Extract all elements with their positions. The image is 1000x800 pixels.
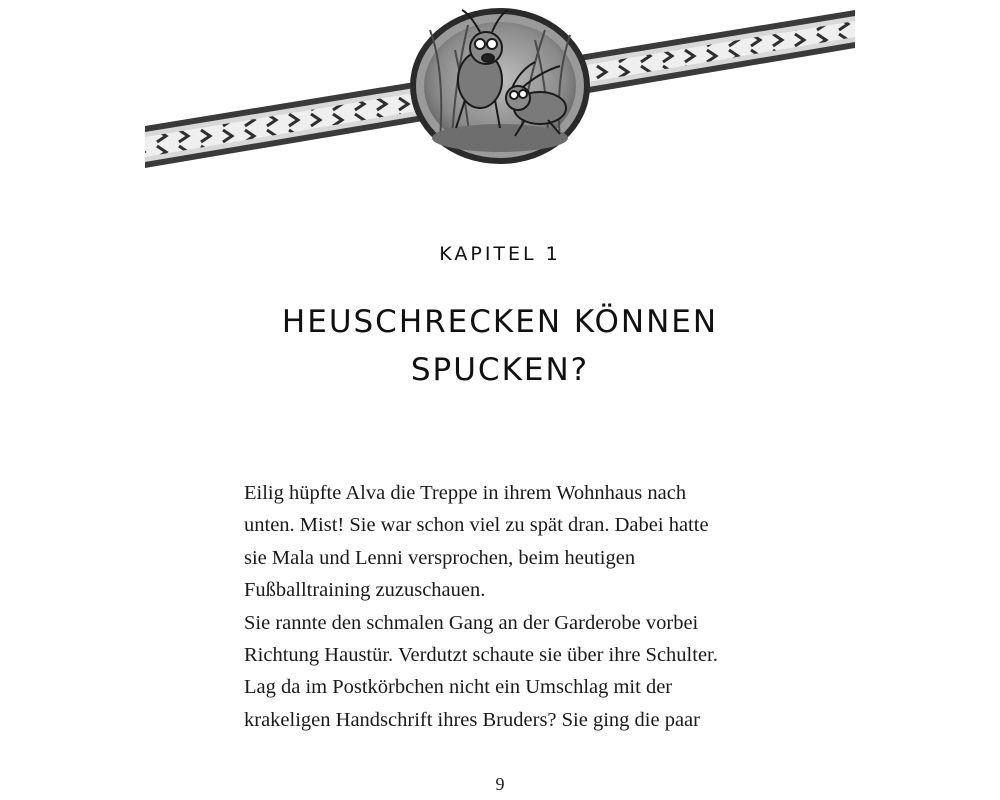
chapter-body-text — [244, 477, 784, 736]
paragraph — [244, 607, 784, 737]
chapter-number: KAPITEL 1 — [439, 243, 561, 265]
chapter-header-illustration — [0, 0, 1000, 200]
paragraph — [244, 477, 784, 607]
chapter-title-line: HEUSCHRECKEN KÖNNEN — [281, 304, 719, 340]
text-line: krakeligen Handschrift ihres Bruders? Sie ging die paar — [244, 708, 700, 731]
page-number: 9 — [495, 774, 505, 794]
text-line: Sie rannte den schmalen Gang an der Garderobe vorbei — [244, 611, 699, 634]
text-line: sie Mala und Lenni versprochen, beim heutigen — [244, 546, 636, 569]
text-line: Eilig hüpfte Alva die Treppe in ihrem Wohnhaus nach — [244, 482, 687, 504]
text-line: Richtung Haustür. Verdutzt schaute sie über ihre Schulter. — [244, 644, 718, 667]
text-line: unten. Mist! Sie war schon viel zu spät dran. Dabei hatte — [244, 514, 709, 537]
grasshoppers-medallion-icon — [410, 8, 590, 164]
text-line: Fußballtraining zuzuschauen. — [244, 579, 486, 602]
text-line: Lag da im Postkörbchen nicht ein Umschlag mit der — [244, 676, 673, 699]
chapter-title — [0, 298, 1000, 394]
chapter-title-line: SPUCKEN? — [410, 352, 590, 388]
